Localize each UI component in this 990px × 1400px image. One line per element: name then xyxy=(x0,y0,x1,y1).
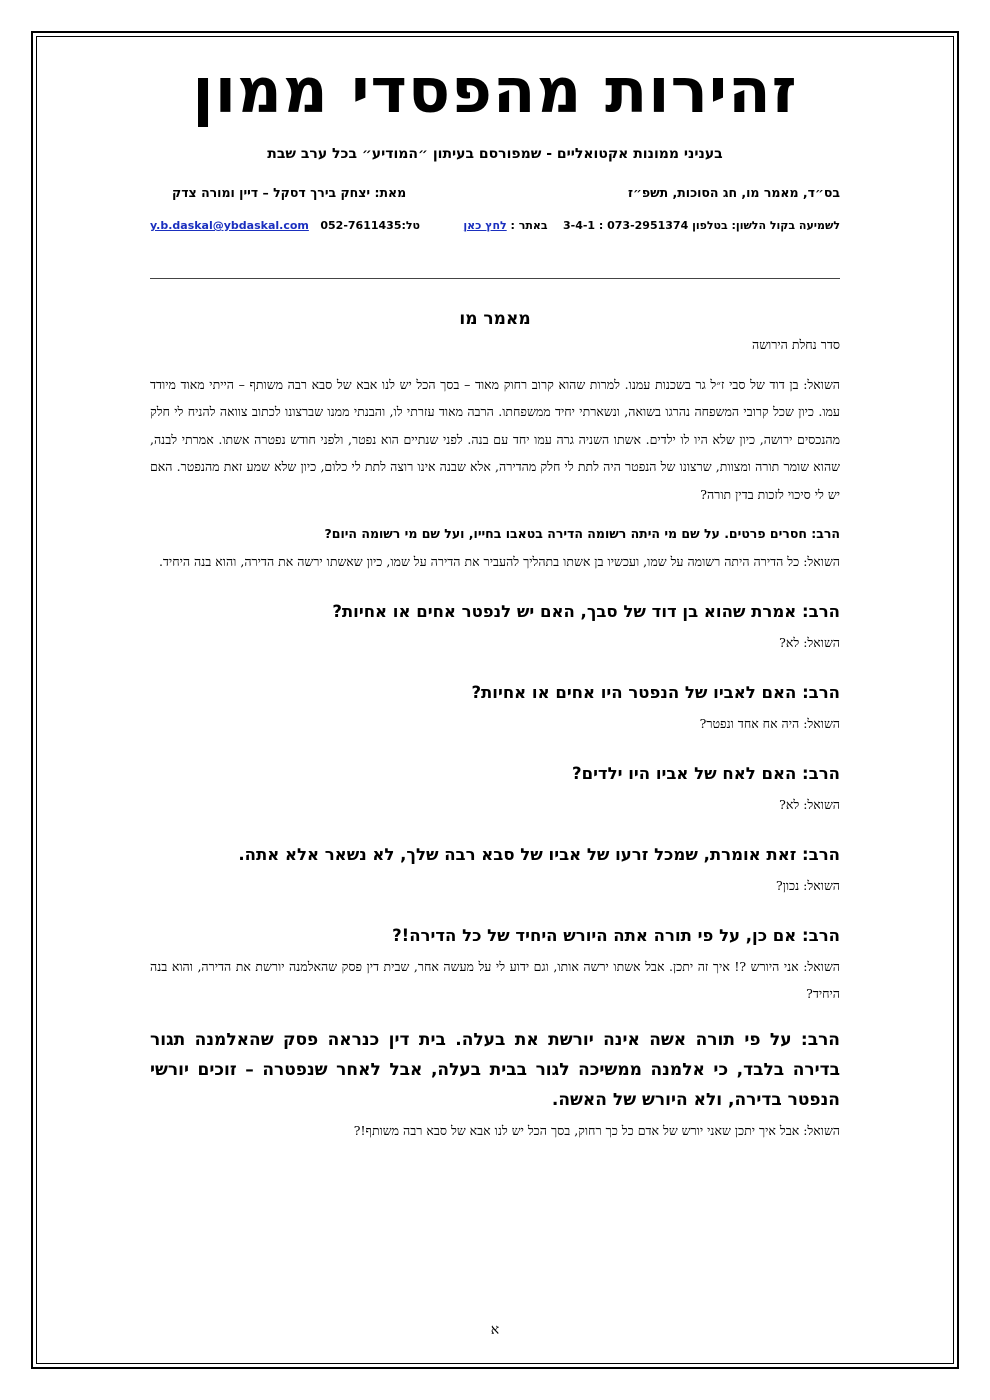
phone-text: טל:052-7611435 xyxy=(320,219,421,232)
author-line: מאת: יצחק בירך דסקל – דיין ומורה צדק xyxy=(172,185,407,200)
rabbi-question: הרב: האם לאביו של הנפטר היו אחים או אחיות? xyxy=(471,683,840,702)
site-label: באתר : xyxy=(510,219,548,232)
listen-text: לשמיעה בקול הלשון: בטלפון 073-2951374 : 3-4-1 xyxy=(562,219,840,232)
email-link[interactable]: y.b.daskal@ybdaskal.com xyxy=(150,219,309,232)
rabbi-question: הרב: אמרת שהוא בן דוד של סבך, האם יש לנפטר אחים או אחיות? xyxy=(332,602,840,621)
section-heading: סדר נחלת הירושה xyxy=(752,337,840,352)
issue-line: בס״ד, מאמר מו, חג הסוכות, תשפ״ז xyxy=(628,185,840,200)
main-title: זהירות מהפסדי ממון xyxy=(192,54,798,127)
asker-answer: השואל: כל הדירה היתה רשומה על שמו, ועכשיו בן אשתו בתהליך להעביר את הדירה על שמו, כיון שאשתו ירשה את הדירה, והוא בנה היחיד. xyxy=(158,554,840,569)
header-divider xyxy=(150,278,840,279)
asker-answer: השואל: נכון? xyxy=(775,878,840,893)
page-number: א xyxy=(490,1322,500,1338)
rabbi-question: הרב: זאת אומרת, שמכל זרעו של אביו של סבא רבה שלך, לא נשאר אלא אתה. xyxy=(238,845,840,864)
asker-answer: השואל: אבל איך יתכן שאני יורש של אדם כל כך רחוק, בסך הכל יש לנו אבא של סבא רבה משותף!? xyxy=(353,1123,840,1138)
asker-answer: השואל: לא? xyxy=(779,797,840,812)
contact-info xyxy=(150,218,420,234)
article-title: מאמר מו xyxy=(459,309,531,329)
listen-info xyxy=(463,218,840,234)
byline xyxy=(150,184,840,202)
rabbi-ruling: הרב: על פי תורה אשה אינה יורשת את בעלה. בית דין כנראה פסק שהאלמנה תגור בדירה בלבד, כי אלמנה ממשיכה לגור בבית בעלה, אבל לאחר שנפטרה – זוכים יורשי הנפטר בדירה, ולא היורש של האשה. xyxy=(150,1030,840,1110)
asker-answer: השואל: לא? xyxy=(779,635,840,650)
subtitle: בעניני ממונות אקטואליים - שמפורסם בעיתון ״המודיע״ בכל ערב שבת xyxy=(267,146,723,162)
article-body xyxy=(150,371,840,1145)
asker-answer: השואל: אני היורש ?! איך זה יתכן. אבל אשתו ירשה אותו, וגם ידוע לי על מעשה אחר, שבית דין פסק שהאלמנה יורשת את הדירה, והוא בנה היחיד? xyxy=(150,959,840,1001)
document-content xyxy=(150,40,840,1144)
rabbi-question: הרב: חסרים פרטים. על שם מי היתה רשומה הדירה בטאבו בחייו, ועל שם מי רשומה היום? xyxy=(324,526,840,541)
rabbi-question: הרב: אם כן, על פי תורה אתה היורש היחיד של כל הדירה!? xyxy=(392,926,840,945)
rabbi-question: הרב: האם לאח של אביו היו ילדים? xyxy=(572,764,840,783)
question-paragraph: השואל: בן דוד של סבי ז״ל גר בשכנות עמנו. למרות שהוא קרוב רחוק מאוד – בסך הכל יש לנו אבא של סבא רבה משותף – הייתי מאוד מיודד עמו. כיון שכל קרובי המשפחה נהרגו בשואה, ונשארתי יחיד ממשפחתו. הרבה מאוד עזרתי לו, והבנתי ממנו שברצונו לכתוב צוואה להניח לי חלק מהנכסים ירושה, כיון שלא היו לו ילדים. אשתו השניה גרה עמו יחד עם בנה. לפני שנתיים הוא נפטר, ולפני חודש נפטרה אשתו. אמרתי לבנה, שהוא שומר תורה ומצוות, שרצונו של הנפטר היה לתת לי חלק מהדירה, אלא שבנה אינו רוצה לתת לי כלום, כיון שלא שמע זאת מהנפטר. האם יש לי סיכוי לזכות בדין תורה? xyxy=(150,376,840,502)
asker-answer: השואל: היה אח אחד ונפטר? xyxy=(699,716,840,731)
contact-line xyxy=(150,218,840,234)
site-link[interactable]: לחץ כאן xyxy=(463,219,507,232)
